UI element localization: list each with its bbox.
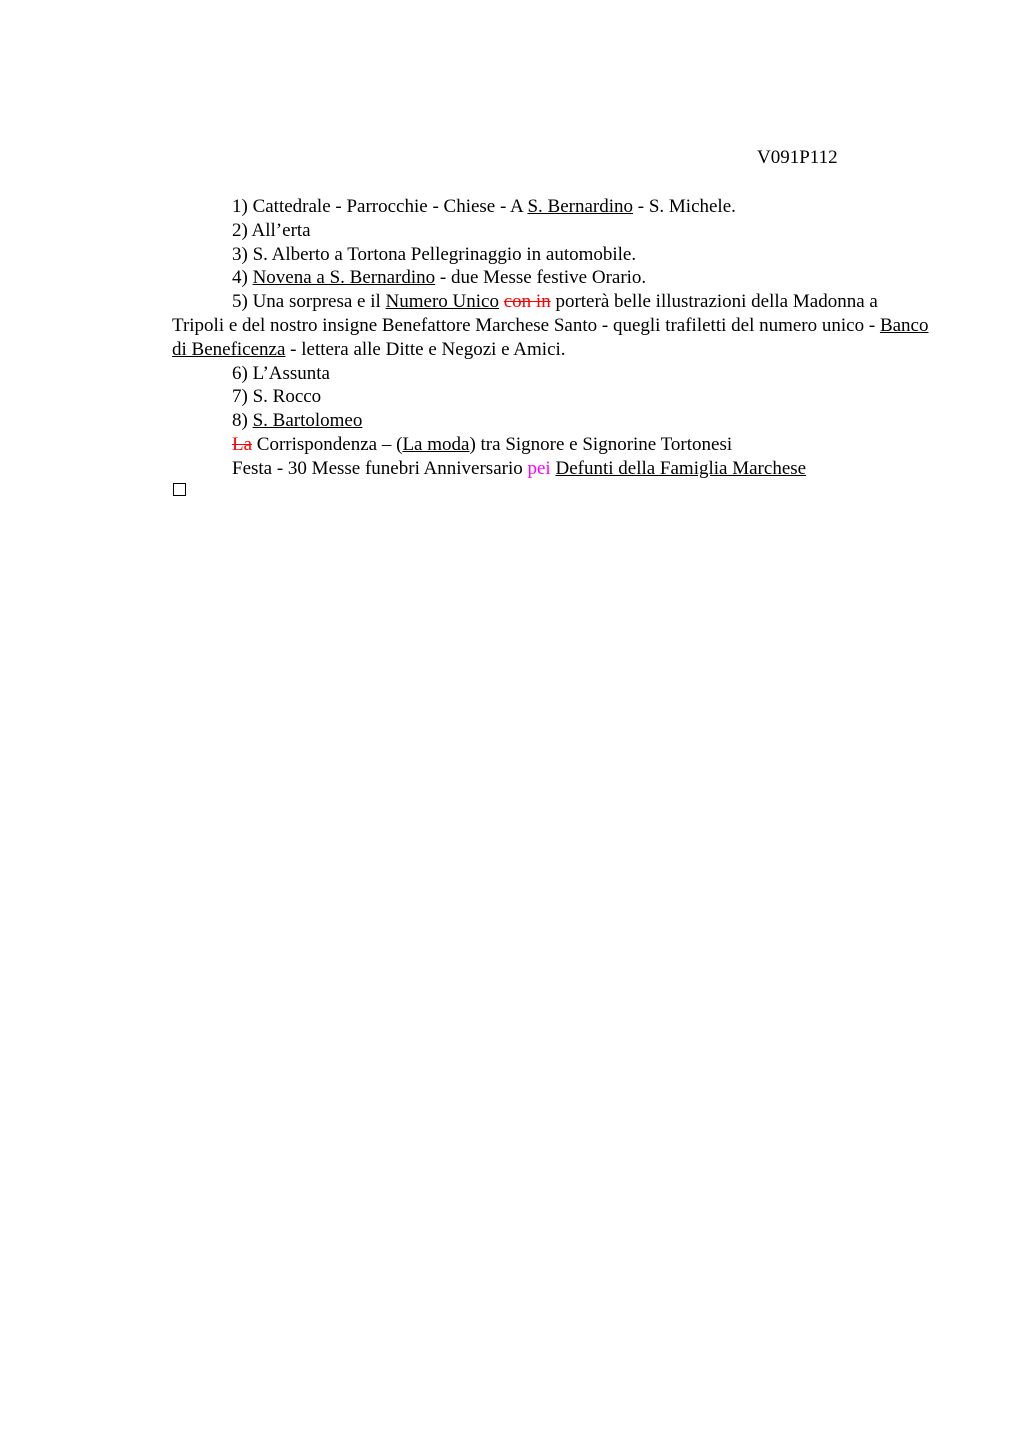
item-9-deleted-text: La	[232, 433, 253, 455]
item-4-underlined: Novena a S. Bernardino	[252, 267, 436, 289]
item-10-underlined: Defunti della Famiglia Marchese	[555, 457, 807, 479]
list-item-9	[172, 433, 932, 457]
item-8-underlined: S. Bartolomeo	[252, 410, 363, 432]
item-5-prefix: 5) Una sorpresa e il	[232, 291, 386, 313]
item-9-middle: Corrispondenza – (	[252, 433, 403, 455]
item-10-inserted-text: pei	[527, 457, 551, 479]
list-item-2	[172, 219, 932, 243]
item-5-middle: porterà belle illustrazioni della Madonna a Tripoli e del nostro insigne Benefattore Marchese Santo - quegli trafiletti del numero unico -	[172, 291, 880, 336]
page-identifier: V091P112	[757, 147, 838, 168]
item-3-text: 3) S. Alberto a Tortona Pellegrinaggio in automobile.	[232, 243, 637, 265]
list-item-1	[172, 195, 932, 219]
list-item-6	[172, 362, 932, 386]
item-9-suffix: ) tra Signore e Signorine Tortonesi	[469, 433, 733, 455]
document-body	[172, 195, 932, 481]
list-item-7	[172, 385, 932, 409]
item-4-suffix: - due Messe festive Orario.	[435, 267, 647, 289]
item-10-prefix: Festa - 30 Messe funebri Anniversario	[232, 457, 528, 479]
item-1-underlined: S. Bernardino	[527, 196, 633, 217]
item-5-deleted-text: con in	[503, 291, 551, 313]
list-item-8	[172, 409, 932, 433]
item-8-prefix: 8)	[232, 410, 253, 432]
item-1-suffix: - S. Michele.	[633, 196, 736, 217]
item-5-underlined-1: Numero Unico	[385, 291, 499, 313]
item-4-prefix: 4)	[232, 267, 253, 289]
list-item-3	[172, 243, 932, 267]
item-2-text: 2) All’erta	[232, 219, 311, 241]
empty-square-icon	[173, 483, 186, 496]
list-item-4	[172, 266, 932, 290]
list-item-5	[172, 290, 932, 361]
item-6-text: 6) L’Assunta	[232, 362, 330, 384]
item-9-underlined: La moda	[402, 433, 470, 455]
item-1-text: 1) Cattedrale - Parrocchie - Chiese - A	[232, 196, 528, 217]
list-item-10	[172, 457, 932, 481]
item-7-text: 7) S. Rocco	[232, 386, 322, 408]
item-5-underlined-2: Banco di Beneficenza	[172, 314, 929, 360]
item-5-suffix: - lettera alle Ditte e Negozi e Amici.	[285, 338, 566, 360]
